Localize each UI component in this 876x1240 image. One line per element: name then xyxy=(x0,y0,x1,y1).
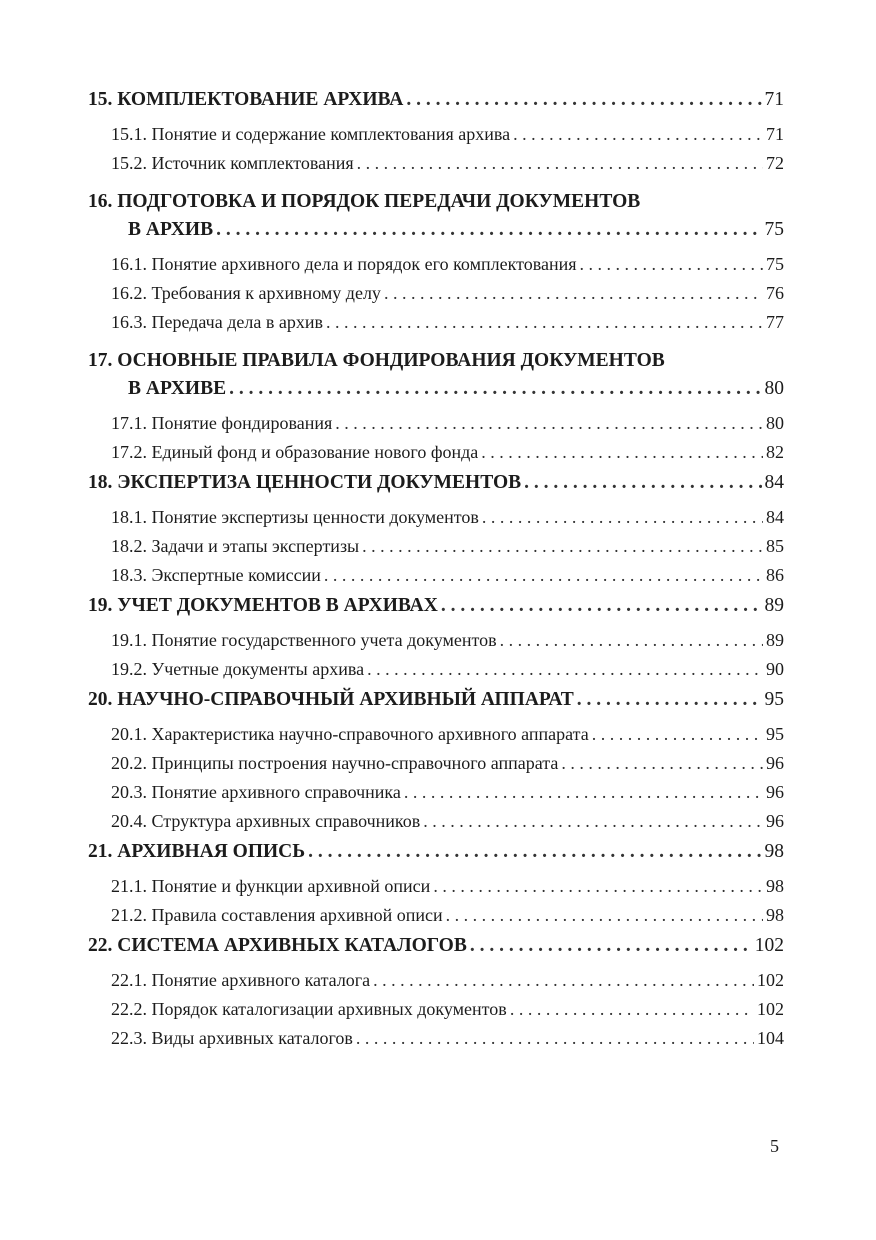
section-page: 96 xyxy=(766,753,784,773)
toc-chapter-22[interactable] xyxy=(88,932,784,960)
chapter-title: 15. КОМПЛЕКТОВАНИЕ АРХИВА xyxy=(88,89,404,110)
section-page: 82 xyxy=(766,442,784,462)
dot-leader xyxy=(326,308,763,337)
section-title: 20.3. Понятие архивного справочника xyxy=(111,782,401,802)
section-page: 104 xyxy=(757,1028,784,1048)
dot-leader xyxy=(335,409,763,438)
toc-section-18-2[interactable] xyxy=(88,532,784,561)
toc-section-21-2[interactable] xyxy=(88,901,784,930)
section-page: 90 xyxy=(766,659,784,679)
dot-leader xyxy=(441,592,762,620)
dot-leader xyxy=(367,655,763,684)
dot-leader xyxy=(580,250,764,279)
toc-section-20-4[interactable] xyxy=(88,807,784,836)
section-title: 22.2. Порядок каталогизации архивных документов xyxy=(111,999,507,1019)
dot-leader xyxy=(482,503,763,532)
dot-leader xyxy=(406,86,761,114)
dot-leader xyxy=(513,120,763,149)
section-page: 98 xyxy=(766,876,784,896)
toc-chapter-15[interactable] xyxy=(88,86,784,114)
dot-leader xyxy=(577,686,762,714)
dot-leader xyxy=(500,626,763,655)
section-title: 22.3. Виды архивных каталогов xyxy=(111,1028,353,1048)
section-title: 17.2. Единый фонд и образование нового фонда xyxy=(111,442,479,462)
toc-section-15-1[interactable] xyxy=(88,120,784,149)
chapter-title-line1: 17. ОСНОВНЫЕ ПРАВИЛА ФОНДИРОВАНИЯ ДОКУМЕНТОВ xyxy=(88,350,665,371)
section-title: 16.2. Требования к архивному делу xyxy=(111,283,381,303)
section-page: 96 xyxy=(766,811,784,831)
section-page: 71 xyxy=(766,124,784,144)
section-page: 95 xyxy=(766,724,784,744)
dot-leader xyxy=(357,149,763,178)
section-title: 19.2. Учетные документы архива xyxy=(111,659,365,679)
dot-leader xyxy=(524,469,761,497)
toc-section-15-2[interactable] xyxy=(88,149,784,178)
toc-chapter-18[interactable] xyxy=(88,469,784,497)
chapter-title-line2: В АРХИВЕ xyxy=(128,378,227,399)
section-title: 15.2. Источник комплектования xyxy=(111,153,354,173)
section-page: 89 xyxy=(766,630,784,650)
chapter-title-line1: 16. ПОДГОТОВКА И ПОРЯДОК ПЕРЕДАЧИ ДОКУМЕНТОВ xyxy=(88,191,641,212)
dot-leader xyxy=(216,216,761,244)
dot-leader xyxy=(470,932,752,960)
section-title: 16.1. Понятие архивного дела и порядок его комплектования xyxy=(111,254,577,274)
chapter-page: 102 xyxy=(754,935,784,956)
section-title: 21.1. Понятие и функции архивной описи xyxy=(111,876,431,896)
chapter-page: 95 xyxy=(764,689,784,710)
dot-leader xyxy=(481,438,763,467)
toc-section-16-3[interactable] xyxy=(88,308,784,337)
toc-section-20-2[interactable] xyxy=(88,749,784,778)
toc-section-16-2[interactable] xyxy=(88,279,784,308)
chapter-title-line2: В АРХИВ xyxy=(128,219,214,240)
toc-section-22-2[interactable] xyxy=(88,995,784,1024)
toc-chapter-16[interactable] xyxy=(88,188,784,244)
toc-chapter-19[interactable] xyxy=(88,592,784,620)
section-title: 19.1. Понятие государственного учета документов xyxy=(111,630,497,650)
toc-section-17-2[interactable] xyxy=(88,438,784,467)
chapter-page: 98 xyxy=(764,841,784,862)
toc-section-20-1[interactable] xyxy=(88,720,784,749)
section-page: 102 xyxy=(757,970,784,990)
chapter-title: 18. ЭКСПЕРТИЗА ЦЕННОСТИ ДОКУМЕНТОВ xyxy=(88,472,522,493)
dot-leader xyxy=(324,561,763,590)
dot-leader xyxy=(423,807,763,836)
chapter-title: 20. НАУЧНО-СПРАВОЧНЫЙ АРХИВНЫЙ АППАРАТ xyxy=(88,689,574,710)
toc-section-22-1[interactable] xyxy=(88,966,784,995)
toc-section-20-3[interactable] xyxy=(88,778,784,807)
dot-leader xyxy=(384,279,763,308)
page-number: 5 xyxy=(770,1136,779,1156)
chapter-page: 71 xyxy=(764,89,784,110)
chapter-page: 89 xyxy=(764,595,784,616)
section-title: 16.3. Передача дела в архив xyxy=(111,312,323,332)
section-title: 22.1. Понятие архивного каталога xyxy=(111,970,371,990)
section-page: 96 xyxy=(766,782,784,802)
toc-section-19-2[interactable] xyxy=(88,655,784,684)
dot-leader xyxy=(229,375,761,403)
toc-section-18-3[interactable] xyxy=(88,561,784,590)
dot-leader xyxy=(404,778,763,807)
dot-leader xyxy=(308,838,761,866)
section-page: 76 xyxy=(766,283,784,303)
toc-section-21-1[interactable] xyxy=(88,872,784,901)
section-page: 85 xyxy=(766,536,784,556)
dot-leader xyxy=(373,966,754,995)
section-page: 86 xyxy=(766,565,784,585)
chapter-title: 21. АРХИВНАЯ ОПИСЬ xyxy=(88,841,306,862)
toc-chapter-17[interactable] xyxy=(88,347,784,403)
toc-section-16-1[interactable] xyxy=(88,250,784,279)
chapter-title: 19. УЧЕТ ДОКУМЕНТОВ В АРХИВАХ xyxy=(88,595,438,616)
chapter-page: 80 xyxy=(764,378,784,399)
table-of-contents xyxy=(88,86,784,1053)
section-page: 75 xyxy=(766,254,784,274)
section-title: 18.3. Экспертные комиссии xyxy=(111,565,321,585)
dot-leader xyxy=(592,720,763,749)
section-title: 20.1. Характеристика научно-справочного архивного аппарата xyxy=(111,724,589,744)
dot-leader xyxy=(561,749,763,778)
section-page: 72 xyxy=(766,153,784,173)
dot-leader xyxy=(510,995,754,1024)
section-title: 17.1. Понятие фондирования xyxy=(111,413,333,433)
dot-leader xyxy=(356,1024,754,1053)
toc-section-18-1[interactable] xyxy=(88,503,784,532)
toc-section-22-3[interactable] xyxy=(88,1024,784,1053)
section-page: 80 xyxy=(766,413,784,433)
toc-section-17-1[interactable] xyxy=(88,409,784,438)
dot-leader xyxy=(433,872,763,901)
section-title: 20.2. Принципы построения научно-справочного аппарата xyxy=(111,753,559,773)
section-page: 84 xyxy=(766,507,784,527)
section-page: 98 xyxy=(766,905,784,925)
section-title: 18.1. Понятие экспертизы ценности документов xyxy=(111,507,479,527)
section-page: 102 xyxy=(757,999,784,1019)
section-title: 18.2. Задачи и этапы экспертизы xyxy=(111,536,360,556)
section-title: 15.1. Понятие и содержание комплектования архива xyxy=(111,124,511,144)
section-title: 20.4. Структура архивных справочников xyxy=(111,811,421,831)
chapter-title: 22. СИСТЕМА АРХИВНЫХ КАТАЛОГОВ xyxy=(88,935,467,956)
section-title: 21.2. Правила составления архивной описи xyxy=(111,905,443,925)
dot-leader xyxy=(446,901,763,930)
section-page: 77 xyxy=(766,312,784,332)
chapter-page: 75 xyxy=(764,219,784,240)
chapter-page: 84 xyxy=(764,472,784,493)
toc-section-19-1[interactable] xyxy=(88,626,784,655)
dot-leader xyxy=(362,532,763,561)
toc-chapter-21[interactable] xyxy=(88,838,784,866)
toc-chapter-20[interactable] xyxy=(88,686,784,714)
